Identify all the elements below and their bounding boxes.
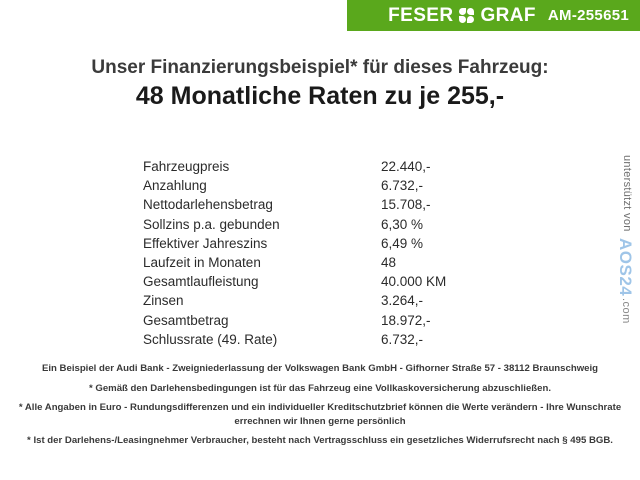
row-value: 48: [381, 254, 397, 270]
row-label: Laufzeit in Monaten: [143, 254, 261, 270]
table-row: [143, 274, 503, 293]
row-label: Nettodarlehensbetrag: [143, 197, 273, 213]
table-row: [143, 197, 503, 216]
row-value: 3.264,-: [381, 293, 424, 309]
partner-logo-domain: .com: [620, 298, 632, 325]
footer-line-1: Ein Beispiel der Audi Bank - Zweigniederlassung der Volkswagen Bank GmbH - Gifhorner Straße 57 - 38112 Braunschweig: [41, 363, 599, 374]
table-row: [143, 159, 503, 178]
footer-disclaimer: [0, 362, 640, 448]
brand-name-first: FESER: [388, 4, 454, 26]
row-value: 6.732,-: [381, 178, 424, 194]
row-label: Fahrzeugpreis: [143, 159, 230, 174]
brand-logo: [388, 5, 536, 27]
finance-table: [143, 159, 503, 351]
footer-line-4: * Ist der Darlehens-/Leasingnehmer Verbraucher, besteht nach Vertragsschluss ein gesetzliches Widerrufsrecht nach § 495 BGB.: [27, 435, 613, 447]
row-label: Zinsen: [143, 293, 184, 309]
table-row: [143, 236, 503, 255]
row-value: 6,49 %: [381, 235, 424, 251]
row-label: Effektiver Jahreszins: [143, 235, 268, 251]
clover-icon: [459, 8, 474, 23]
table-row: [143, 332, 503, 351]
page-title: 48 Monatliche Raten zu je 255,-: [135, 82, 505, 110]
row-value: 6.732,-: [381, 331, 424, 347]
row-label: Gesamtlaufleistung: [143, 274, 259, 290]
table-row: [143, 293, 503, 312]
table-row: [143, 217, 503, 236]
brand-name-second: GRAF: [480, 4, 536, 26]
row-value: 15.708,-: [381, 197, 431, 213]
table-row: [143, 313, 503, 332]
row-label: Sollzins p.a. gebunden: [143, 216, 280, 232]
row-value: 18.972,-: [381, 312, 431, 328]
header-bar: [347, 0, 640, 31]
page-subtitle: Unser Finanzierungsbeispiel* für dieses Fahrzeug:: [91, 57, 549, 78]
table-row: [143, 255, 503, 274]
row-value: 6,30 %: [381, 216, 424, 232]
footer-line-3: * Alle Angaben in Euro - Rundungsdifferenzen und ein individueller Kreditschutzbrief können die Werte verändern - Ihre Wunschrate errechnen wir Ihnen gerne persönlich: [18, 402, 622, 427]
row-label: Gesamtbetrag: [143, 312, 229, 328]
row-label: Anzahlung: [143, 178, 207, 194]
row-value: 22.440,-: [381, 159, 431, 174]
partner-logo: [617, 238, 634, 324]
row-label: Schlussrate (49. Rate): [143, 331, 278, 347]
partner-logo-name: AOS24: [616, 238, 635, 297]
supported-by-label: unterstützt von: [621, 155, 633, 232]
stock-number: AM-255651: [547, 7, 629, 24]
row-value: 40.000 KM: [381, 274, 447, 290]
table-row: [143, 178, 503, 197]
footer-line-2: * Gemäß den Darlehensbedingungen ist für das Fahrzeug eine Vollkaskoversicherung abzuschließen.: [88, 382, 552, 394]
